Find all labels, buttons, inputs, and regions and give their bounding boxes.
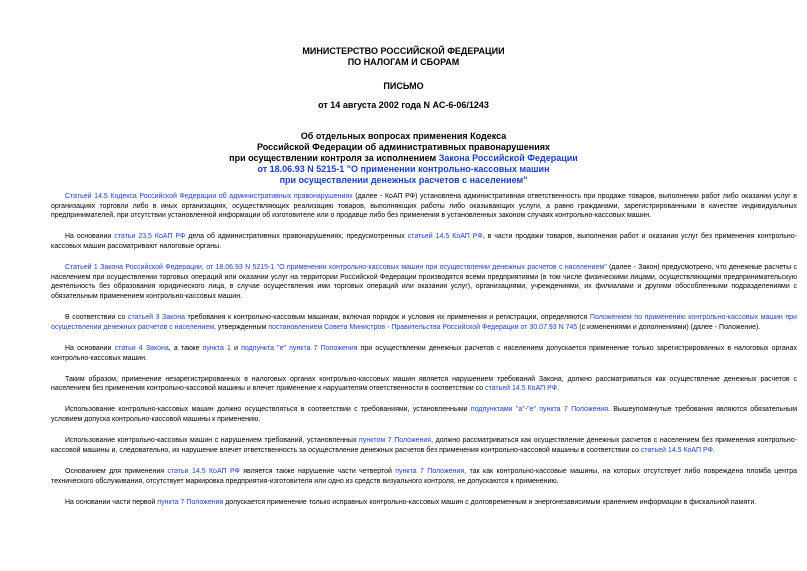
document-link[interactable]: пунктом 7 Положения: [359, 437, 432, 445]
paragraph-text: Таким образом, применение незарегистрированных в налоговых органах контрольно-кассовых машин является нарушением требований Закона, должно рассматриваться как осуществление денежных расчетов с населением без применения контрольно-кассовой машины и влечет применение к нарушителям ответственности в соответствии со: [51, 375, 797, 393]
document-link[interactable]: Положением по применению контрольно-кассовых машин при осуществлении денежных расчетов с населением: [51, 314, 797, 331]
paragraph-text: и: [230, 344, 242, 352]
document-link[interactable]: статьи 4 Закона: [114, 344, 169, 352]
ministry-line-2: ПО НАЛОГАМ И СБОРАМ: [347, 57, 460, 67]
paragraph: [51, 313, 797, 332]
document-date-number: от 14 августа 2002 года N АС-6-06/1243: [318, 100, 489, 110]
document-link[interactable]: статьи 23.5 КоАП РФ: [114, 233, 186, 241]
law-link-line-2[interactable]: от 18.06.93 N 5215-1 "О применении контрольно-кассовых машин: [257, 164, 550, 174]
paragraph-text: при осуществлении денежных расчетов с населением допускается применение только зарегистрированных в налоговых органах контрольно-кассовых машин.: [51, 344, 797, 362]
document-link[interactable]: статьей 14.5 КоАП РФ: [640, 446, 713, 454]
document-link[interactable]: подпункта "е" пункта 7 Положения: [241, 344, 358, 352]
paragraph-text: (далее - КоАП РФ) установлена административная ответственность при продаже товаров, выполнении работ либо оказании услуг в организациях торговли либо в иных организациях, осуществляющих реализацию товаров, выполняющих работы либо оказывающих услуги, а равно гражданами, зарегистрированными в качестве индивидуальных предпринимателей, при отсутствии установленной информации об изготовителе или о продавце либо без применения в установленных законом случаях контрольно-кассовых машин.: [51, 193, 797, 220]
title-line-1: Об отдельных вопросах применения Кодекса: [300, 131, 507, 141]
paragraph-text: В соответствии со: [65, 314, 128, 322]
paragraph: [51, 405, 797, 424]
paragraph-text: , утвержденным: [214, 323, 269, 331]
document-link[interactable]: Статьей 14.5 Кодекса Российской Федерации об административных правонарушениях: [65, 193, 353, 200]
paragraph-text: , а также: [168, 344, 203, 352]
document-link[interactable]: пункта 1: [202, 344, 231, 352]
document-link[interactable]: постановлением Совета Министров - Правительства Российской Федерации от 30.07.93 N 745: [268, 323, 578, 331]
document-link[interactable]: статьей 3 Закона: [127, 314, 185, 322]
paragraph-text: На основании: [65, 233, 115, 241]
paragraph-text: .: [712, 446, 715, 454]
document-link[interactable]: статьей 14.5 КоАП РФ: [485, 385, 558, 393]
paragraph-text: , должно рассматриваться как осуществление денежных расчетов с населением без применения контрольно-кассовой машины и, следовательно, их нарушение влечет ответственность за осуществление денежных расчетов без применения контрольно-кассовой машины в соответствии со: [51, 437, 797, 454]
paragraph-text: Использование контрольно-кассовых машин должно осуществляться в соответствии с требованиями, установленными: [65, 406, 471, 414]
document-link[interactable]: статьи 14.5 КоАП РФ: [167, 468, 240, 476]
document-title: [0, 131, 807, 186]
document-body: [51, 192, 797, 519]
paragraph-text: .: [557, 385, 560, 393]
ministry-line-1: МИНИСТЕРСТВО РОССИЙСКОЙ ФЕДЕРАЦИИ: [302, 46, 505, 56]
paragraph-text: Основанием для применения: [65, 468, 168, 476]
paragraph-text: , в части продажи товаров, выполнения работ и оказания услуг без применения контрольно-кассовых машин рассматривают налоговые органы.: [51, 233, 797, 250]
paragraph-text: является также нарушение части четвертой: [239, 468, 396, 476]
title-line-2: Российской Федерации об административных правонарушениях: [256, 142, 551, 152]
paragraph-text: требования к контрольно-кассовым машинам, включая порядок и условия их применения и регистрации, определяются: [184, 314, 590, 322]
document-type: ПИСЬМО: [383, 81, 424, 91]
paragraph: [51, 375, 797, 394]
paragraph: [51, 263, 797, 301]
paragraph: [51, 232, 797, 251]
ministry-header: [0, 46, 807, 68]
law-link-line-3[interactable]: при осуществлении денежных расчетов с населением": [279, 175, 528, 185]
paragraph: [51, 436, 797, 455]
paragraph-text: допускается применение только исправных контрольно-кассовых машин с долговременным и энергонезависимым хранением информации в фискальной памяти.: [223, 498, 757, 506]
paragraph-text: . Вышеупомянутые требования являются обязательным условием допуска контрольно-кассовой машины к применению.: [51, 406, 798, 424]
paragraph-text: На основании: [65, 344, 115, 352]
paragraph-text: На основании части первой: [65, 498, 158, 506]
paragraph: [51, 192, 797, 221]
paragraph-text: (с изменениями и дополнениями) (далее - Положение).: [577, 323, 761, 331]
document-link[interactable]: Статьей 1 Закона Российской Федерации, от 18.06.93 N 5215-1 "О применении контрольно-кассовых машин при осуществлении денежных расчетов с населением": [65, 264, 607, 272]
paragraph-text: Использование контрольно-кассовых машин с нарушением требований, установленных: [65, 437, 360, 445]
paragraph-text: (далее - Закон) предусмотрено, что денежные расчеты с населением при осуществлении торговых операций или оказании услуг на территории Российской Федерации производятся всеми предприятиями (в том числе физическими лицами, осуществляющими предпринимательскую деятельность без образования юридического лица, в случае осуществления ими торговых операций или оказания услуг), организациями, учреждениями, их филиалами и другими обособленными подразделениями с обязательным применением контрольно-кассовых машин.: [51, 264, 797, 300]
paragraph: [51, 344, 797, 363]
document-link[interactable]: статьей 14.5 КоАП РФ: [407, 233, 483, 241]
document-link[interactable]: подпунктами "а"-"е" пункта 7 Положения: [470, 406, 608, 414]
title-line-3: [0, 153, 807, 164]
document-link[interactable]: пункта 7 Положения: [157, 498, 224, 506]
law-link[interactable]: Закона Российской Федерации: [438, 153, 578, 163]
title-line-3-prefix: при осуществлении контроля за исполнением: [229, 153, 439, 163]
paragraph-text: , так как контрольно-кассовые машины, на которых отсутствует либо повреждена пломба центра технического обслуживания, отсутствует маркировка предприятия-изготовителя или одно из средств визуального контроля, не допускаются к применению.: [51, 468, 797, 485]
document-link[interactable]: пункта 7 Положения: [395, 468, 465, 476]
paragraph: [51, 467, 797, 486]
paragraph: [51, 498, 797, 508]
paragraph-text: дела об административных правонарушениях, предусмотренных: [185, 233, 408, 241]
